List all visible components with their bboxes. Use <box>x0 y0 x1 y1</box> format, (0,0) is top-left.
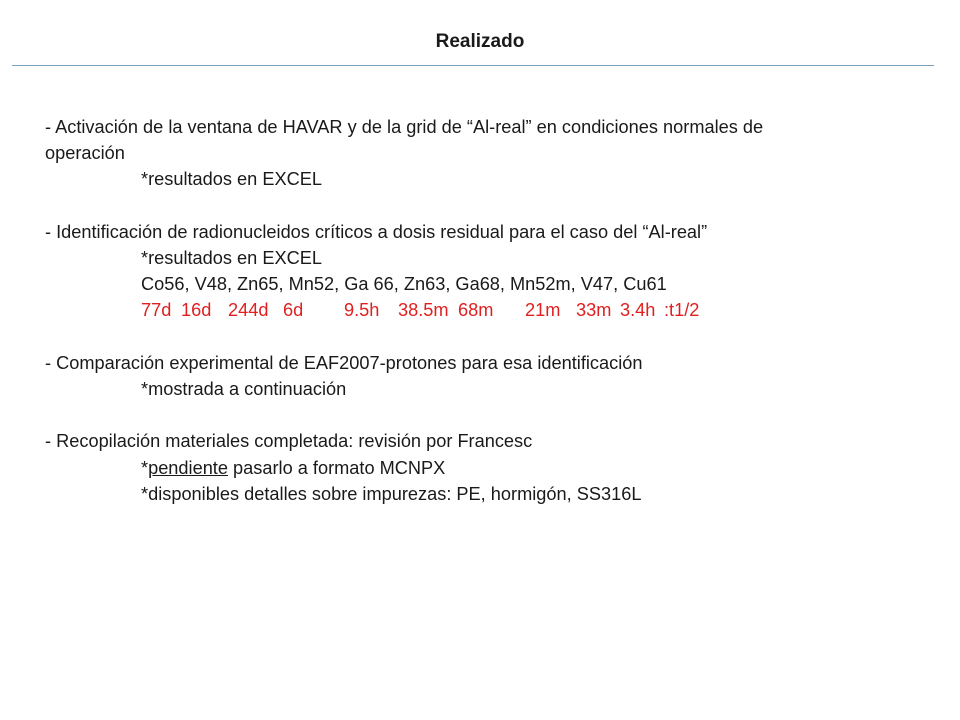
bullet-radionuclide-identification: - Identificación de radionucleidos críticos a dosis residual para el caso del “Al-real” <box>45 221 708 242</box>
bullet-havar-activation: - Activación de la ventana de HAVAR y de la grid de “Al-real” en condiciones normales de <box>45 117 764 137</box>
bullet-havar-activation-cont: operación <box>45 143 125 164</box>
half-life-mn52: 6d <box>283 300 304 321</box>
bullet-eaf2007-comparison: - Comparación experimental de EAF2007-protones para esa identificación <box>45 352 643 373</box>
half-life-zn63: 38.5m <box>398 300 449 321</box>
half-life-v47: 33m <box>576 300 612 321</box>
sub-item-excel-results: *resultados en EXCEL <box>141 169 322 190</box>
half-life-v48: 16d <box>181 300 212 321</box>
half-life-zn65: 244d <box>228 300 269 321</box>
title-divider <box>12 65 934 66</box>
slide-content <box>45 114 925 507</box>
isotope-list: Co56, V48, Zn65, Mn52, Ga 66, Zn63, Ga68, Mn52m, V47, Cu61 <box>141 274 667 295</box>
bullet-materials-compilation: - Recopilación materiales completada: revisión por Francesc <box>45 431 533 452</box>
sub-item-shown-below: *mostrada a continuación <box>141 379 347 399</box>
sub-item-impurities: *disponibles detalles sobre impurezas: PE, hormigón, SS316L <box>141 483 642 504</box>
slide-title: Realizado <box>435 31 525 52</box>
sub-item-mcnpx-pending <box>45 455 925 481</box>
half-life-ga66: 9.5h <box>344 300 380 321</box>
pending-underlined: pendiente <box>148 457 228 478</box>
sub-item-prefix: * <box>141 457 149 478</box>
sub-item-excel-results: *resultados en EXCEL <box>141 248 322 268</box>
half-life-ga68: 68m <box>458 300 494 321</box>
half-life-list <box>45 297 925 323</box>
sub-item-suffix: pasarlo a formato MCNPX <box>227 457 446 478</box>
half-life-mn52m: 21m <box>525 300 561 321</box>
half-life-label: :t1/2 <box>664 300 700 321</box>
half-life-co56: 77d <box>141 300 172 321</box>
half-life-cu61: 3.4h <box>620 300 656 321</box>
